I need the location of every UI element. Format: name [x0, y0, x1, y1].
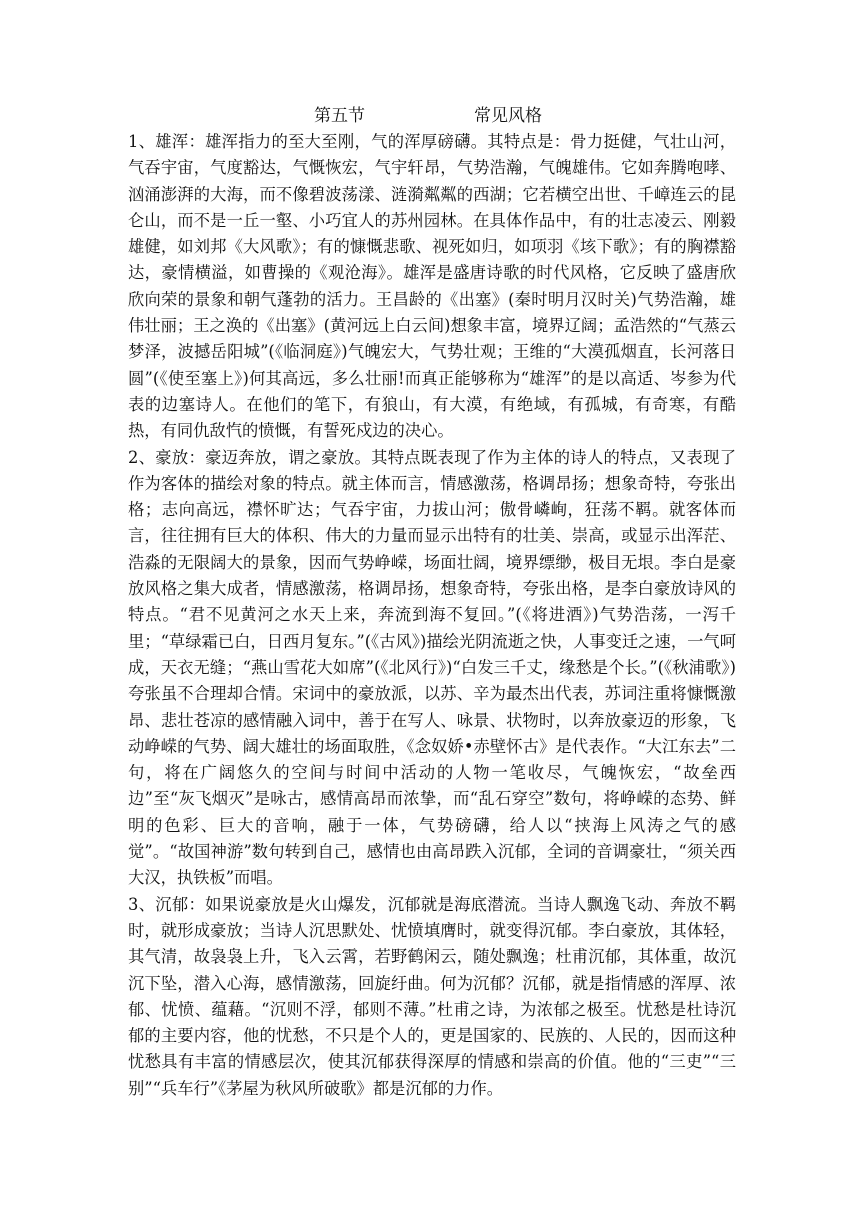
section-title: 常见风格	[474, 106, 542, 126]
section-heading	[128, 103, 736, 129]
paragraph-chenyu: 3、沉郁：如果说豪放是火山爆发，沉郁就是海底潜流。当诗人飘逸飞动、奔放不羁时，就形成豪放；当诗人沉思默处、忧愤填膺时，就变得沉郁。李白豪放，其体轻，其气清，故袅袅上升，飞入云霄，若野鹤闲云，随处飘逸；杜甫沉郁，其体重，故沉沉下坠，潜入心海，感情激荡，回旋纡曲。何为沉郁？沉郁，就是指情感的浑厚、浓郁、忧愤、蕴藉。“沉则不浮，郁则不薄。”杜甫之诗，为浓郁之极至。忧愁是杜诗沉郁的主要内容，他的忧愁，不只是个人的，更是国家的、民族的、人民的，因而这种忧愁具有丰富的情感层次，使其沉郁获得深厚的情感和崇高的价值。他的“三吏”“三别”“兵车行”《茅屋为秋风所破歌》都是沉郁的力作。	[128, 894, 736, 1098]
paragraph-xionghun: 1、雄浑：雄浑指力的至大至刚，气的浑厚磅礴。其特点是：骨力挺健，气壮山河，气吞宇宙，气度豁达，气慨恢宏，气宇轩昂，气势浩瀚，气魄雄伟。它如奔腾咆哮、汹涌澎湃的大海，而不像碧波荡漾、涟漪粼粼的西湖；它若横空出世、千嶂连云的昆仑山，而不是一丘一壑、小巧宜人的苏州园林。在具体作品中，有的壮志凌云、刚毅雄健，如刘邦《大风歌》；有的慷慨悲歌、视死如归，如项羽《垓下歌》；有的胸襟豁达，豪情横溢，如曹操的《观沧海》。雄浑是盛唐诗歌的时代风格，它反映了盛唐欣欣向荣的景象和朝气蓬勃的活力。王昌龄的《出塞》(秦时明月汉时关)气势浩瀚，雄伟壮丽；王之涣的《出塞》(黄河远上白云间)想象丰富，境界辽阔；孟浩然的“气蒸云梦泽，波撼岳阳城”(《临洞庭》)气魄宏大，气势壮观；王维的“大漠孤烟直，长河落日圆”(《使至塞上》)何其高远，多么壮丽!而真正能够称为“雄浑”的是以高适、岑参为代表的边塞诗人。在他们的笔下，有狼山，有大漠，有绝域，有孤城，有奇寒，有酷热，有同仇敌忾的愤慨，有誓死戍边的决心。	[128, 132, 736, 441]
section-number: 第五节	[314, 106, 365, 126]
paragraph-haofang: 2、豪放：豪迈奔放，谓之豪放。其特点既表现了作为主体的诗人的特点，又表现了作为客体的描绘对象的特点。就主体而言，情感激荡，格调昂扬；想象奇特，夸张出格；志向高远，襟怀旷达；气吞宇宙，力拔山河；傲骨嶙峋，狂荡不羁。就客体而言，往往拥有巨大的体积、伟大的力量而显示出特有的壮美、崇高，或显示出浑茫、浩淼的无限阔大的景象，因而气势峥嵘，场面壮阔，境界缥缈，极目无垠。李白是豪放风格之集大成者，情感激荡，格调昂扬，想象奇特，夸张出格，是李白豪放诗风的特点。“君不见黄河之水天上来，奔流到海不复回。”(《将进酒》)气势浩荡，一泻千里；“草绿霜已白，日西月复东。”(《古风》)描绘光阴流逝之快，人事变迁之速，一气呵成，天衣无缝；“燕山雪花大如席”(《北风行》)“白发三千丈，缘愁是个长。”(《秋浦歌》)夸张虽不合理却合情。宋词中的豪放派，以苏、辛为最杰出代表，苏词注重将慷慨激昂、悲壮苍凉的感情融入词中，善于在写人、咏景、状物时，以奔放豪迈的形象，飞动峥嵘的气势、阔大雄壮的场面取胜，《念奴娇•赤壁怀古》是代表作。“大江东去”二句，将在广阔悠久的空间与时间中活动的人物一笔收尽，气魄恢宏，“故垒西边”至“灰飞烟灭”是咏古，感情高昂而浓挚，而“乱石穿空”数句，将峥嵘的态势、鲜明的色彩、巨大的音响，融于一体，气势磅礴，给人以“挟海上风涛之气的感觉”。“故国神游”数句转到自己，感情也由高昂跌入沉郁，全词的音调豪壮，“须关西大汉，执铁板”而唱。	[128, 447, 736, 888]
document-page	[128, 103, 736, 1102]
